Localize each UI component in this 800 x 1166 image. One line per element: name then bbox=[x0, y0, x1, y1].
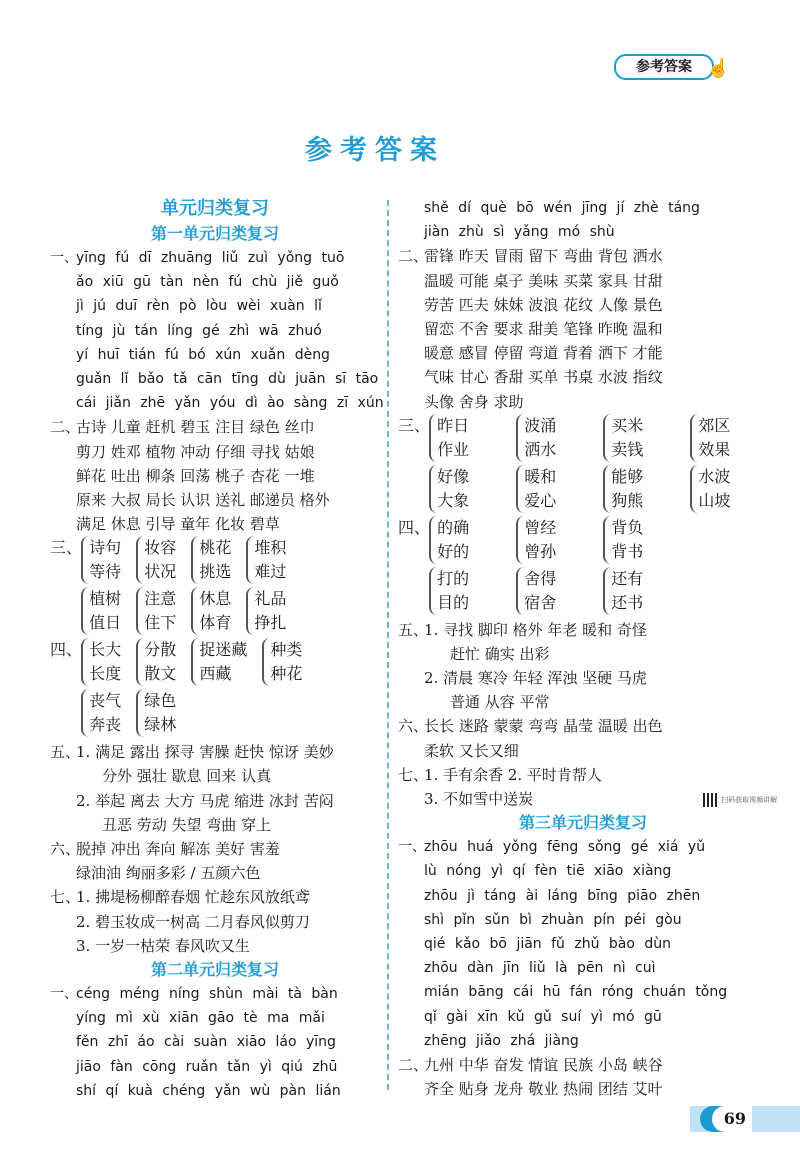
u1-q5-line: 五、1. 满足 露出 探寻 害臊 赶快 惊讶 美妙 bbox=[50, 743, 334, 762]
word-pair: 郊区 效果 bbox=[690, 414, 730, 462]
header-tag: 参考答案 bbox=[614, 54, 714, 80]
u1-q1-line: 一、yīng fú dī zhuāng liǔ zuì yǒng tuō bbox=[50, 250, 345, 266]
u2-q1-line: shí qí kuà chéng yǎn wù pàn lián bbox=[76, 1082, 341, 1099]
u3-q1-line: zhōu jì táng ài láng bīng piāo zhēn bbox=[424, 887, 701, 904]
word-pair: 打的 目的 bbox=[429, 567, 501, 615]
u1-q2-line: 二、古诗 儿童 赶机 碧玉 注目 绿色 丝巾 bbox=[50, 418, 315, 437]
word-pair: 水波 山坡 bbox=[690, 465, 730, 513]
word-pair: 种类 种花 bbox=[262, 638, 302, 686]
u3-q1-line: lù nóng yì qí fèn tiē xiāo xiàng bbox=[424, 863, 672, 880]
u1-q3-row: 三、 诗句 等待 妆容 状况 桃花 挑选 堆积 难过 bbox=[50, 536, 380, 587]
u1-q5-line: 丑恶 劳动 失望 弯曲 穿上 bbox=[102, 815, 272, 834]
u2-q2-line: 劳苦 匹夫 妹妹 波浪 花纹 人像 景色 bbox=[424, 295, 663, 314]
u2-q1-line: fěn zhī áo cài suàn xiāo láo yīng bbox=[76, 1034, 336, 1051]
u2-q3-row bbox=[398, 465, 768, 516]
u2-q2-line: 二、雷锋 昨天 冒雨 留下 弯曲 背包 洒水 bbox=[398, 247, 663, 266]
u3-q1-line: qié kǎo bō jiān fǔ zhǔ bào dùn bbox=[424, 935, 672, 952]
u2-q2-line: 留恋 不舍 要求 甜美 笔锋 昨晚 温和 bbox=[424, 319, 663, 338]
u2-q5-line: 2. 清晨 寒冷 年轻 浑浊 坚硬 马虎 bbox=[424, 669, 647, 688]
u2-q7-line: 七、1. 手有余香 2. 平时肯帮人 bbox=[398, 765, 602, 784]
u2-q2-line: 气味 甘心 香甜 买单 书桌 水波 指纹 bbox=[424, 368, 663, 387]
word-pair: 能够 狗熊 bbox=[603, 465, 675, 513]
u3-q1-line: shì pǐn sǔn bì zhuàn pín péi gòu bbox=[424, 911, 682, 928]
word-pair: 背负 背书 bbox=[603, 516, 675, 564]
word-pair: 捉迷藏 西藏 bbox=[191, 638, 247, 686]
qr-caption: 扫码获取视频讲解 bbox=[721, 795, 778, 804]
u1-q1-line: yí huī tián fú bó xún xuǎn dèng bbox=[76, 346, 330, 363]
u2-q6-line: 柔软 又长又细 bbox=[424, 741, 519, 760]
word-pair: 妆容 状况 bbox=[136, 536, 176, 584]
u2-q2-line: 头像 舍身 求助 bbox=[424, 392, 524, 411]
u2-q5-line: 赶忙 确实 出彩 bbox=[450, 644, 550, 663]
page-number: 69 bbox=[712, 1106, 752, 1132]
u1-q3-row bbox=[50, 587, 380, 638]
word-pair: 桃花 挑选 bbox=[191, 536, 231, 584]
page-title: 参考答案 bbox=[305, 135, 445, 166]
u1-q7-line: 七、1. 拂堤杨柳醉春烟 忙趁东风放纸鸢 bbox=[50, 888, 310, 907]
word-pair: 暖和 爱心 bbox=[516, 465, 588, 513]
word-pair: 绿色 绿林 bbox=[136, 689, 176, 737]
u2-q5-line: 普通 从容 平常 bbox=[450, 693, 550, 712]
word-pair: 好像 大象 bbox=[429, 465, 501, 513]
u1-q1-line: jì jú duī rèn pò lòu wèi xuàn lǐ bbox=[76, 298, 322, 315]
u2-q1-cont-line: shě dí què bō wén jīng jí zhè táng bbox=[424, 200, 700, 216]
u1-q1-line: ǎo xiū gū tàn nèn fú chù jiě guǒ bbox=[76, 274, 339, 291]
word-pair: 休息 体育 bbox=[191, 587, 231, 635]
u3-q2-line: 齐全 贴身 龙舟 敬业 热闹 团结 艾叶 bbox=[424, 1080, 663, 1099]
column-divider bbox=[387, 200, 389, 1090]
u1-q5-line: 分外 强壮 歇息 回来 认真 bbox=[102, 767, 272, 786]
u2-q4-row bbox=[398, 567, 768, 618]
unit1-title: 第一单元归类复习 bbox=[150, 224, 279, 243]
left-column bbox=[50, 196, 384, 1103]
right-column bbox=[398, 196, 778, 1101]
u2-q5-line: 五、1. 寻找 脚印 格外 年老 暖和 奇怪 bbox=[398, 620, 647, 639]
u2-q2-line: 暖意 感冒 停留 弯道 背着 洒下 才能 bbox=[424, 344, 663, 363]
word-pair: 丧气 奔丧 bbox=[81, 689, 121, 737]
word-pair: 注意 住下 bbox=[136, 587, 176, 635]
u1-q1-line: guǎn lǐ bǎo tǎ cān tīng dù juān sī tāo bbox=[76, 370, 379, 387]
u1-q1-line: tíng jù tán líng gé zhì wā zhuó bbox=[76, 322, 322, 339]
unit3-title: 第三单元归类复习 bbox=[518, 813, 647, 833]
u1-q6-line: 六、脱掉 冲出 奔向 解冻 美好 害羞 bbox=[50, 840, 280, 858]
u1-q5-line: 2. 举起 离去 大方 马虎 缩进 冰封 苦闷 bbox=[76, 791, 334, 810]
word-pair: 舍得 宿舍 bbox=[516, 567, 588, 615]
u1-q4-row bbox=[50, 689, 380, 740]
word-pair: 买米 卖钱 bbox=[603, 414, 675, 462]
word-pair: 分散 散文 bbox=[136, 638, 176, 686]
u2-q4-row: 四、 的确 好的 曾经 曾孙 背负 背书 bbox=[398, 516, 768, 567]
u1-q7-line: 2. 碧玉妆成一树高 二月春风似剪刀 bbox=[76, 912, 310, 931]
u2-q3-row: 三、 昨日 作业 波涌 洒水 买米 卖钱 郊区 效果 bbox=[398, 414, 768, 465]
u3-q1-line: qǐ gài xīn kǔ gǔ suí yì mó gū bbox=[424, 1008, 662, 1025]
u1-q2-line: 剪刀 姓邓 植物 冲动 仔细 寻找 姑娘 bbox=[76, 442, 315, 461]
u1-q6-line: 绿油油 绚丽多彩 / 五颜六色 bbox=[76, 864, 261, 883]
qr-code-icon[interactable] bbox=[703, 793, 717, 807]
u2-q6-line: 六、长长 迷路 蒙蒙 弯弯 晶莹 温暖 出色 bbox=[398, 717, 663, 736]
u2-q2-line: 温暖 可能 桌子 美味 买菜 家具 甘甜 bbox=[424, 271, 663, 290]
u1-q7-line: 3. 一岁一枯荣 春风吹又生 bbox=[76, 936, 250, 955]
word-pair: 堆积 难过 bbox=[246, 536, 286, 584]
word-pair: 植树 值日 bbox=[81, 587, 121, 635]
u1-q2-line: 满足 休息 引导 童年 化妆 碧草 bbox=[76, 515, 280, 534]
unit2-title: 第二单元归类复习 bbox=[150, 959, 279, 979]
u3-q1-line: zhēng jiǎo zhá jiàng bbox=[424, 1032, 579, 1049]
u2-q1-line: 一、céng méng níng shùn mài tà bàn bbox=[50, 985, 338, 1002]
word-pair: 诗句 等待 bbox=[81, 536, 121, 584]
u1-q1-line: cái jiǎn zhē yǎn yóu dì ào sàng zī xún bbox=[76, 395, 384, 412]
u2-q1-line: jiāo fàn cōng ruǎn tǎn yì qiú zhū bbox=[76, 1058, 338, 1075]
page-number-tab bbox=[700, 1106, 752, 1132]
word-pair: 昨日 作业 bbox=[429, 414, 501, 462]
word-pair: 的确 好的 bbox=[429, 516, 501, 564]
u2-q1-cont-line: jiàn zhù sì yǎng mó shù bbox=[424, 224, 615, 241]
word-pair: 礼品 挣扎 bbox=[246, 587, 286, 635]
u3-q1-line: mián bāng cái hū fán róng chuán tǒng bbox=[424, 984, 728, 1001]
section-title: 单元归类复习 bbox=[161, 198, 269, 219]
u3-q1-line: zhōu dàn jīn liǔ là pēn nì cuì bbox=[424, 960, 656, 977]
word-pair: 波涌 洒水 bbox=[516, 414, 588, 462]
u2-q1-line: yíng mì xù xiān gāo tè ma mǎi bbox=[76, 1010, 325, 1027]
thumbs-up-icon: ☝ bbox=[707, 58, 730, 79]
u1-q4-row: 四、 长大 长度 分散 散文 捉迷藏 西藏 种类 种花 bbox=[50, 638, 380, 689]
u3-q2-line: 二、九州 中华 奋发 情谊 民族 小岛 峡谷 bbox=[398, 1055, 663, 1074]
u2-q7-line: 3. 不如雪中送炭 扫码获取视频讲解 bbox=[424, 790, 778, 808]
u1-q2-line: 原来 大叔 局长 认识 送礼 邮递员 格外 bbox=[76, 490, 330, 509]
word-pair: 曾经 曾孙 bbox=[516, 516, 588, 564]
word-pair: 还有 还书 bbox=[603, 567, 675, 615]
u1-q2-line: 鲜花 吐出 柳条 回荡 桃子 杏花 一堆 bbox=[76, 466, 315, 485]
u3-q1-line: 一、zhōu huá yǒng fēng sǒng gé xiá yǔ bbox=[398, 839, 706, 856]
word-pair: 长大 长度 bbox=[81, 638, 121, 686]
